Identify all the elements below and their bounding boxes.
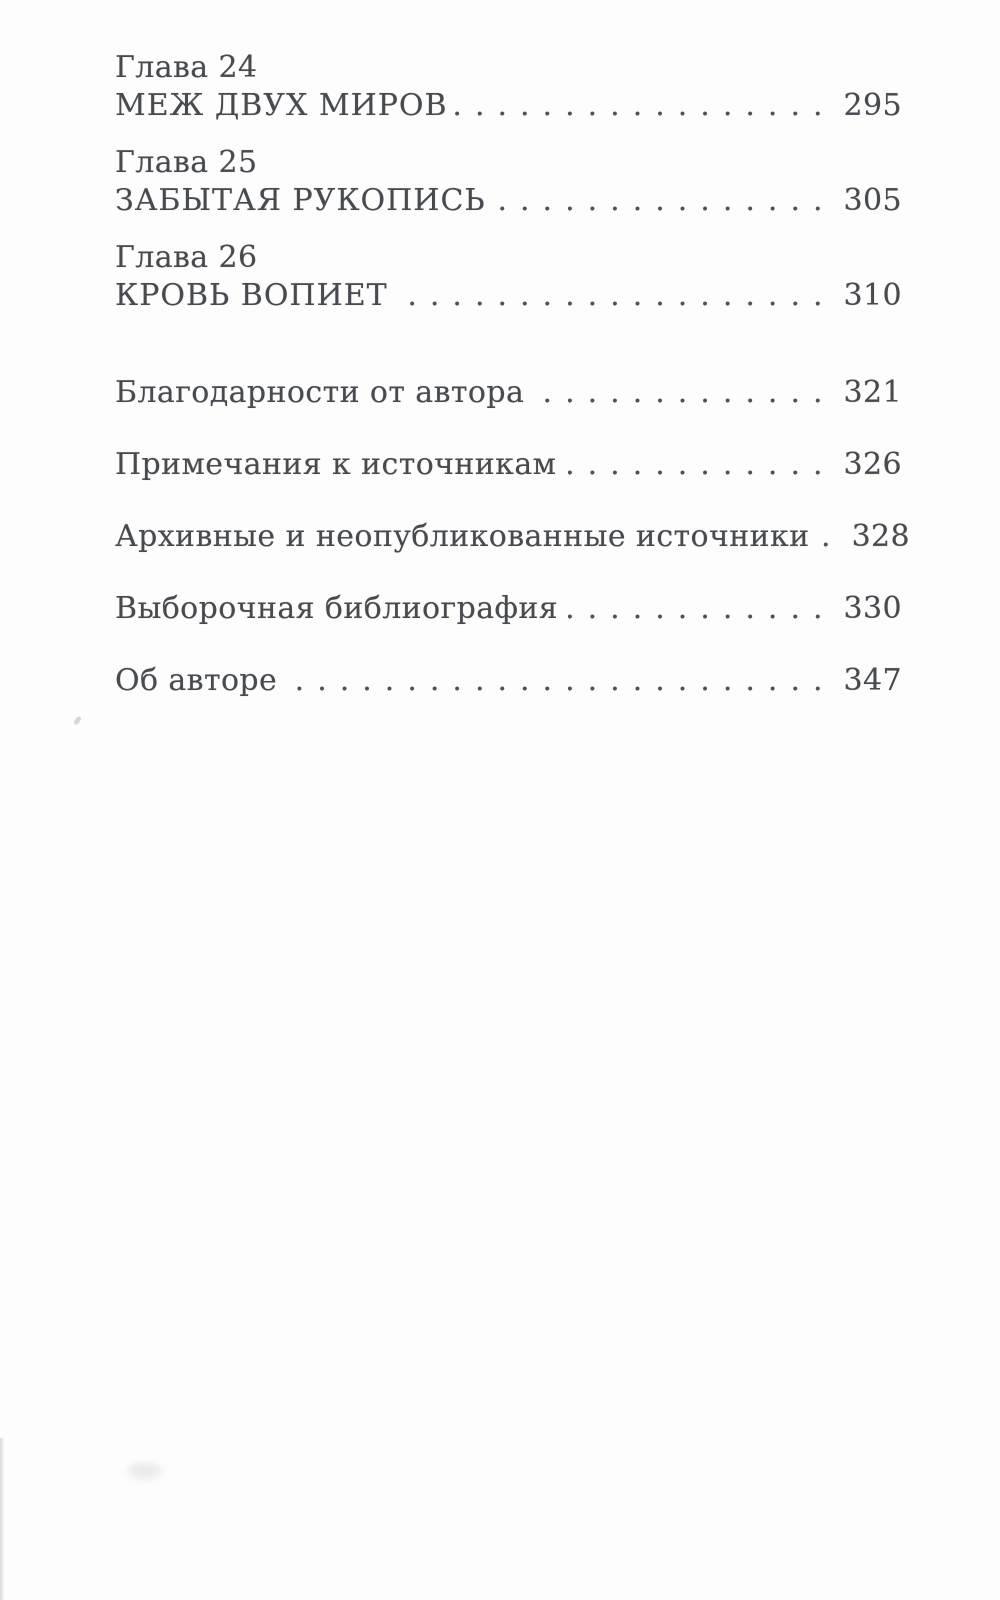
- toc-chapter-entry: [115, 49, 902, 125]
- dot-leader: [560, 446, 835, 484]
- chapter-label: Глава 24: [115, 50, 258, 85]
- dot-leader: [490, 182, 836, 220]
- page-number: 310: [843, 278, 902, 313]
- toc-chapter-entry: [115, 239, 902, 315]
- toc-row: [115, 518, 911, 556]
- scan-smudge-artifact: [128, 1463, 162, 1479]
- toc-row: [115, 590, 902, 628]
- chapter-title: МЕЖ ДВУХ МИРОВ: [115, 88, 448, 123]
- toc-chapter-entry: [115, 144, 902, 220]
- page-number: 347: [843, 663, 902, 698]
- toc-row: [115, 446, 902, 484]
- dot-leader: [562, 590, 835, 628]
- toc-row: [115, 277, 902, 315]
- page-number: 321: [843, 375, 902, 410]
- chapter-title: КРОВЬ ВОПИЕТ: [115, 278, 388, 313]
- dot-leader: [452, 87, 836, 125]
- toc-row: [115, 182, 902, 220]
- backmatter-title: Благодарности от автора: [115, 375, 525, 410]
- dot-leader: [392, 277, 836, 315]
- page-number: 326: [843, 447, 902, 482]
- table-of-contents: [115, 49, 911, 700]
- scan-edge-shadow: [0, 1438, 5, 1600]
- page-number: 305: [843, 183, 902, 218]
- backmatter-title: Об авторе: [115, 663, 278, 698]
- page-number: 328: [851, 519, 911, 554]
- chapter-label: Глава 26: [115, 240, 258, 275]
- toc-row: [115, 662, 902, 700]
- scan-speck-artifact: [73, 715, 82, 725]
- page-number: 330: [843, 591, 902, 626]
- dot-leader: [814, 518, 844, 556]
- chapter-title: ЗАБЫТАЯ РУКОПИСЬ: [115, 183, 486, 218]
- toc-row: [115, 374, 902, 412]
- dot-leader: [281, 662, 835, 700]
- dot-leader: [528, 374, 835, 412]
- toc-row: [115, 87, 902, 125]
- chapter-label: Глава 25: [115, 145, 258, 180]
- backmatter-title: Архивные и неопубликованные источники: [115, 519, 810, 554]
- backmatter-title: Примечания к источникам: [115, 447, 557, 482]
- backmatter-title: Выборочная библиография: [115, 591, 559, 626]
- page-number: 295: [843, 88, 902, 123]
